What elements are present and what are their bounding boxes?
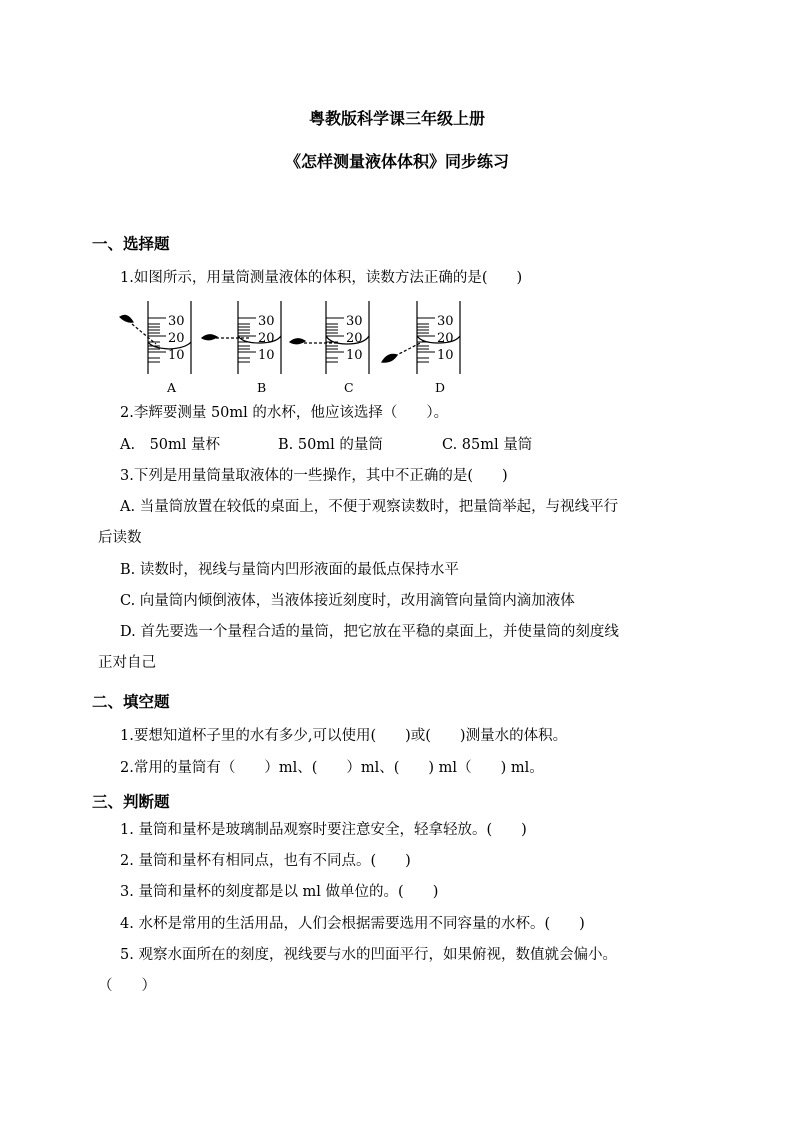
option-3d-line2: 正对自己 [98,655,156,671]
section-heading-choice: 一、选择题 [92,235,170,253]
scale-label-10-c: 10 [346,348,363,363]
page-title: 粤教版科学课三年级上册 [308,109,485,128]
option-label-b: B [257,380,267,395]
option-3d-line1: D. 首先要选一个量程合适的量筒，把它放在平稳的桌面上，并使量筒的刻度线 [120,624,619,640]
question-3-1: 1. 量筒和量杯是玻璃制品观察时要注意安全，轻拿轻放。( ) [120,822,527,838]
cylinder-reading-figure [110,296,480,398]
scale-label-30-b: 30 [258,314,275,329]
scale-label-20-a: 20 [168,331,185,346]
scale-label-30-d: 30 [437,314,454,329]
question-3-4: 4. 水杯是常用的生活用品，人们会根据需要选用不同容量的水杯。( ) [120,916,585,932]
option-2a: A. 50ml 量杯 [120,437,221,453]
option-2b: B. 50ml 的量筒 [278,437,383,453]
scale-label-30-c: 30 [346,314,363,329]
option-3a-line2: 后读数 [98,530,142,546]
scale-label-10-b: 10 [258,348,275,363]
question-3-5-line2: （ ） [98,978,156,994]
option-label-d: D [435,380,446,395]
question-3-5-line1: 5. 观察水面所在的刻度，视线要与水的凹面平行，如果俯视，数值就会偏小。 [120,947,617,963]
question-3-2: 2. 量筒和量杯有相同点，也有不同点。( ) [120,853,411,869]
question-3-3: 3. 量筒和量杯的刻度都是以 ml 做单位的。( ) [120,884,439,900]
question-1-3: 3.下列是用量筒量取液体的一些操作，其中不正确的是( ) [120,468,508,484]
scale-label-10-d: 10 [437,348,454,363]
scale-label-20-b: 20 [258,331,275,346]
option-3b: B. 读数时，视线与量筒内凹形液面的最低点保持水平 [120,562,459,578]
page-subtitle: 《怎样测量液体体积》同步练习 [284,152,509,171]
option-label-a: A [167,380,177,395]
option-label-c: C [344,380,354,395]
option-3a-line1: A. 当量筒放置在较低的桌面上，不便于观察读数时，把量筒举起，与视线平行 [120,499,619,515]
question-2-2: 2.常用的量筒有（ ）ml、( ）ml、( ) ml（ ) ml。 [120,760,544,776]
option-2c: C. 85ml 量筒 [442,437,533,453]
scale-label-30-a: 30 [168,314,185,329]
scale-label-10-a: 10 [168,348,185,363]
scale-label-20-c: 20 [346,331,363,346]
option-3c: C. 向量筒内倾倒液体，当液体接近刻度时，改用滴管向量筒内滴加液体 [120,593,575,609]
section-heading-judge: 三、判断题 [92,793,170,811]
question-1-1: 1.如图所示，用量筒测量液体的体积，读数方法正确的是( ) [120,270,523,286]
section-heading-fill: 二、填空题 [92,693,170,711]
question-2-1: 1.要想知道杯子里的水有多少,可以使用( )或( )测量水的体积。 [120,728,568,744]
scale-label-20-d: 20 [437,331,454,346]
question-1-2: 2.李辉要测量 50ml 的水杯，他应该选择（ ）。 [120,405,449,421]
